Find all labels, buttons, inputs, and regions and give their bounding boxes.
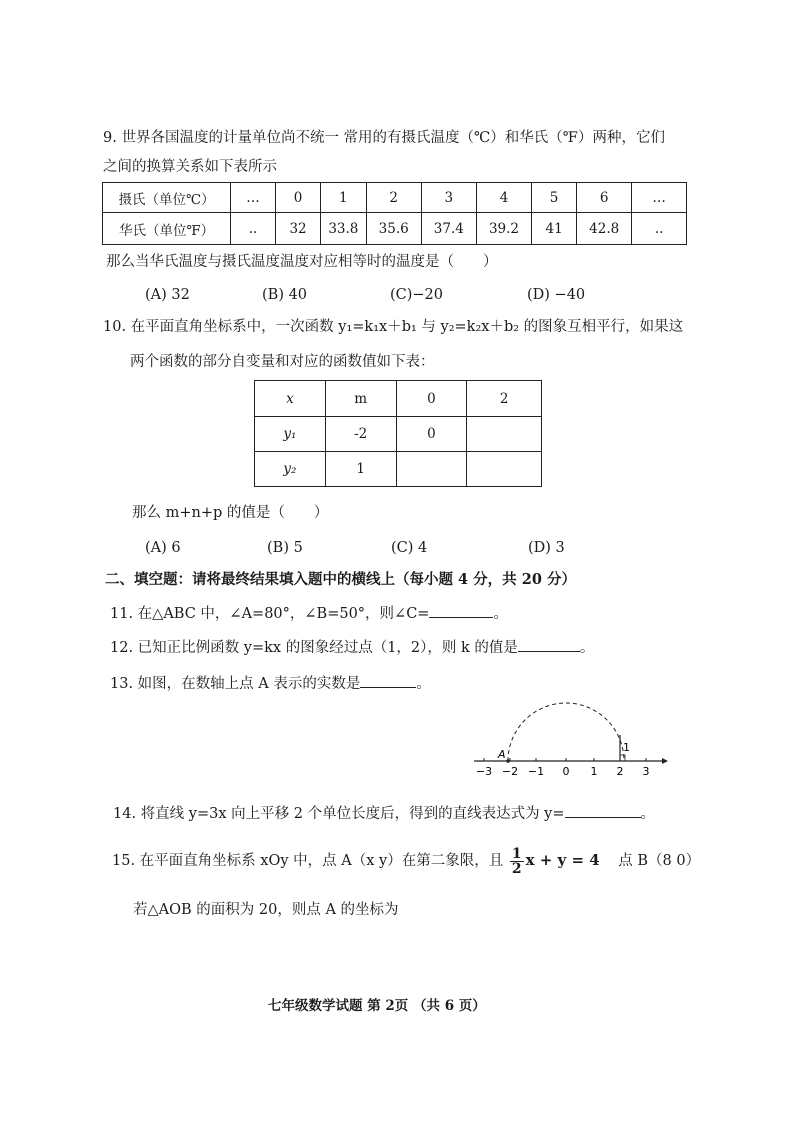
- table-cell: …: [231, 183, 276, 213]
- table-row: [255, 381, 542, 417]
- point-a-label: A: [498, 748, 506, 761]
- tick-label: −2: [501, 765, 519, 778]
- q12-answer-blank: [518, 637, 580, 652]
- table-cell: 6: [577, 183, 632, 213]
- tick-label: 0: [562, 765, 570, 778]
- q15-fraction: [510, 847, 524, 876]
- table-cell: 0: [396, 381, 467, 417]
- table-cell: 3: [421, 183, 476, 213]
- q10-function-table: [254, 380, 542, 487]
- table-cell: 4: [476, 183, 531, 213]
- fraction-denominator: 2: [511, 860, 522, 877]
- height-label: 1: [623, 741, 630, 754]
- table-cell: 1: [325, 452, 396, 487]
- page-footer: 七年级数学试题 第 2页 （共 6 页）: [268, 998, 486, 1014]
- table-cell: [467, 452, 542, 487]
- table-cell: 摄氏（单位℃）: [103, 183, 231, 213]
- table-cell: 2: [467, 381, 542, 417]
- arc-dashed: [508, 703, 624, 761]
- table-cell: [396, 452, 467, 487]
- q11-text: 11. 在△ABC 中，∠A=80°，∠B=50°，则∠C=: [110, 606, 430, 622]
- table-cell: 32: [276, 213, 321, 245]
- table-cell: 37.4: [421, 213, 476, 245]
- q9-question: 那么当华氏温度与摄氏温度温度对应相等时的温度是（ ）: [106, 254, 498, 270]
- q13-end: 。: [416, 676, 431, 692]
- table-cell: 41: [532, 213, 577, 245]
- q9-line2: 之间的换算关系如下表所示: [103, 159, 277, 175]
- q10-option-b: (B) 5: [267, 540, 303, 556]
- q9-option-c: (C)−20: [390, 287, 444, 303]
- q15-line1: [112, 845, 700, 876]
- q11-end: 。: [493, 606, 508, 622]
- table-cell: ..: [632, 213, 687, 245]
- table-cell: …: [632, 183, 687, 213]
- table-cell: 1: [321, 183, 367, 213]
- table-row: [255, 452, 542, 487]
- table-row: [255, 417, 542, 452]
- table-cell: 42.8: [577, 213, 632, 245]
- table-cell: 华氏（单位℉）: [103, 213, 231, 245]
- q12-line: [110, 637, 594, 658]
- q14-text: 14. 将直线 y=3x 向上平移 2 个单位长度后，得到的直线表达式为 y=: [113, 806, 565, 822]
- table-cell: 35.6: [366, 213, 421, 245]
- q11-answer-blank: [429, 603, 493, 618]
- q13-answer-blank: [360, 673, 416, 688]
- table-cell: m: [325, 381, 396, 417]
- q9-conversion-table: [102, 182, 687, 245]
- table-cell: [467, 417, 542, 452]
- table-cell: y₁: [255, 417, 326, 452]
- q13-text: 13. 如图，在数轴上点 A 表示的实数是: [110, 676, 361, 692]
- q14-line: [113, 803, 655, 824]
- table-cell: 2: [366, 183, 421, 213]
- q9-option-d: (D) −40: [527, 287, 586, 303]
- tick-label: 2: [616, 765, 624, 778]
- number-line-figure: [470, 695, 670, 787]
- section-heading: 二、填空题：请将最终结果填入题中的横线上（每小题 4 分，共 20 分）: [105, 571, 576, 588]
- tick-label: −1: [527, 765, 545, 778]
- table-cell: ..: [231, 213, 276, 245]
- q15-pre: 15. 在平面直角坐标系 xOy 中，点 A（x y）在第二象限，且: [112, 853, 504, 869]
- table-cell: 33.8: [321, 213, 367, 245]
- q10-question: 那么 m+n+p 的值是（ ）: [132, 505, 329, 521]
- table-row: [103, 213, 687, 245]
- q11-line: [110, 603, 508, 624]
- q10-option-a: (A) 6: [145, 540, 181, 556]
- q10-line2: 两个函数的部分自变量和对应的函数值如下表：: [130, 354, 435, 370]
- q12-text: 12. 已知正比例函数 y=kx 的图象经过点（1，2），则 k 的值是: [110, 640, 518, 656]
- table-cell: 0: [276, 183, 321, 213]
- q15-equation: x + y = 4: [525, 851, 600, 869]
- q15-post: 点 B（8 0）: [618, 853, 701, 869]
- table-cell: y₂: [255, 452, 326, 487]
- tick-label: 1: [590, 765, 598, 778]
- q9-option-b: (B) 40: [262, 287, 308, 303]
- q10-option-d: (D) 3: [528, 540, 565, 556]
- fraction-numerator: 1: [511, 845, 522, 862]
- q15-line2: 若△AOB 的面积为 20，则点 A 的坐标为: [133, 902, 399, 918]
- q14-answer-blank: [565, 803, 641, 818]
- axis-arrow-icon: [662, 758, 668, 764]
- tick-label: −3: [475, 765, 493, 778]
- q10-option-c: (C) 4: [391, 540, 428, 556]
- tick-label: 3: [642, 765, 650, 778]
- q12-end: 。: [579, 640, 595, 656]
- q9-option-a: (A) 32: [145, 287, 190, 303]
- table-cell: 5: [532, 183, 577, 213]
- q13-line: [110, 673, 431, 694]
- table-cell: x: [255, 381, 326, 417]
- table-row: [103, 183, 687, 213]
- q10-line1: 10. 在平面直角坐标系中，一次函数 y₁=k₁x＋b₁ 与 y₂=k₂x＋b₂ 的图象互相平行，如果这: [103, 319, 684, 335]
- point-a-dot: [506, 759, 510, 763]
- q14-end: 。: [640, 806, 656, 822]
- table-cell: 39.2: [476, 213, 531, 245]
- q9-line1: 9. 世界各国温度的计量单位尚不统一 常用的有摄氏温度（℃）和华氏（℉）两种，它们: [103, 130, 665, 146]
- table-cell: -2: [325, 417, 396, 452]
- table-cell: 0: [396, 417, 467, 452]
